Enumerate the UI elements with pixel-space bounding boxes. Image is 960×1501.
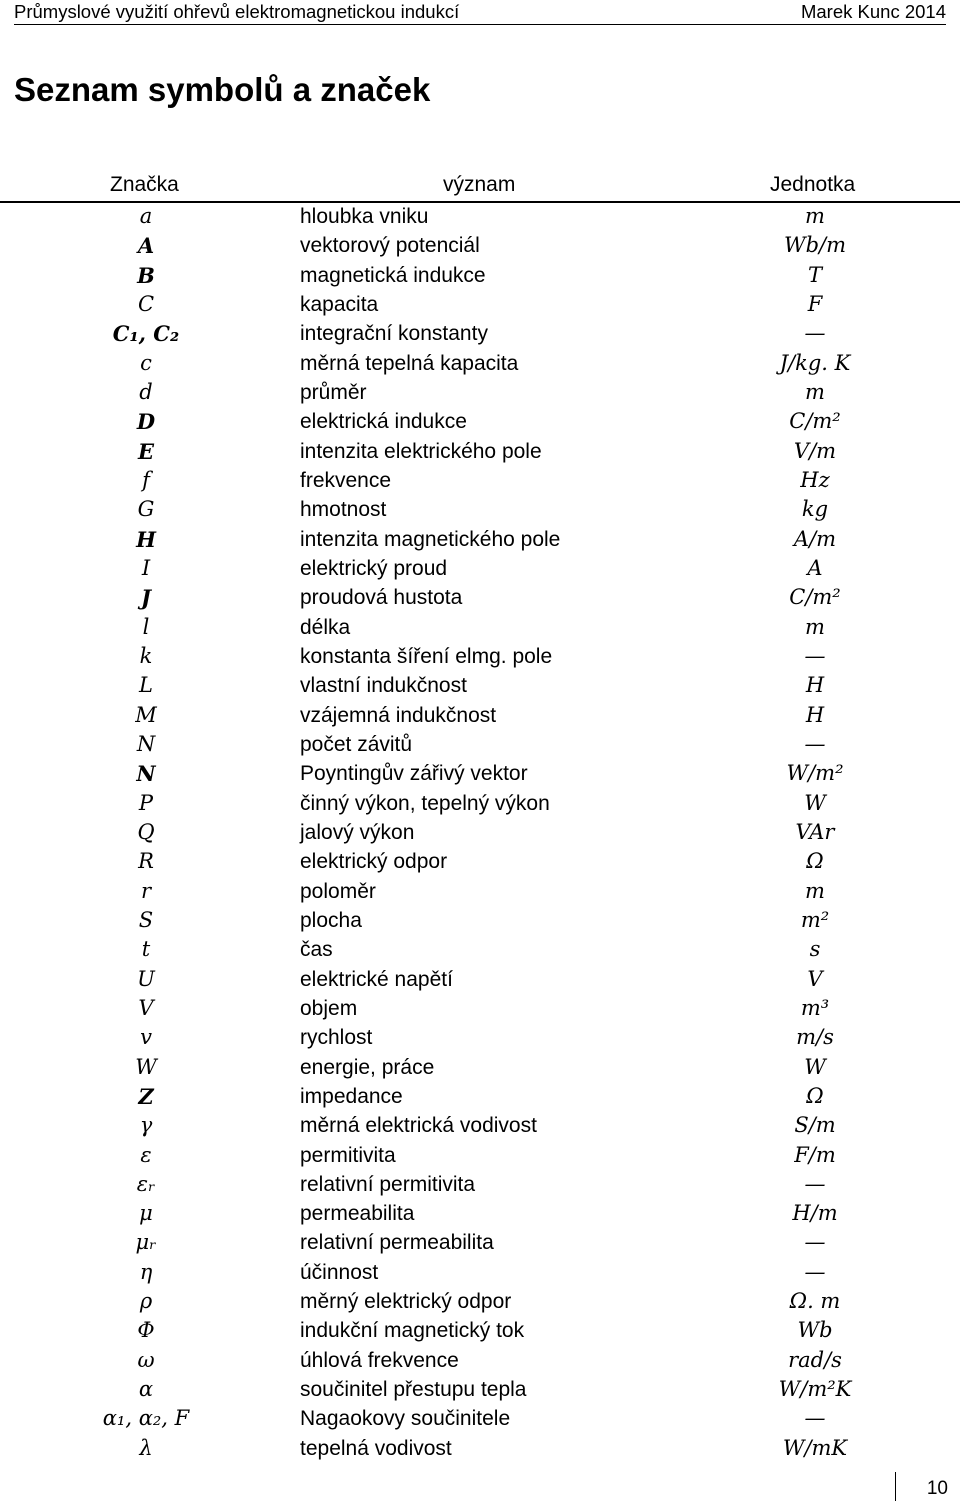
symbol-cell: ω xyxy=(137,1347,155,1372)
table-header xyxy=(0,170,960,203)
table-row xyxy=(0,319,960,348)
unit-cell: s xyxy=(809,937,821,962)
table-row xyxy=(0,965,960,994)
symbol-cell: r xyxy=(140,878,152,903)
symbol-cell: C₁, C₂ xyxy=(112,321,180,347)
symbol-cell: α₁, α₂, F xyxy=(102,1406,190,1431)
table-row xyxy=(0,349,960,378)
meaning-cell: integrační konstanty xyxy=(300,322,488,346)
meaning-cell: vlastní indukčnost xyxy=(300,674,467,698)
meaning-cell: elektrické napětí xyxy=(300,967,453,991)
unit-cell: C/m² xyxy=(789,409,841,434)
meaning-cell: úhlová frekvence xyxy=(300,1348,459,1372)
meaning-cell: kapacita xyxy=(300,292,379,316)
meaning-cell: permeabilita xyxy=(300,1202,415,1226)
table-row xyxy=(0,847,960,876)
symbol-cell: G xyxy=(137,497,155,522)
table-row xyxy=(0,1404,960,1433)
meaning-cell: Nagaokovy součinitele xyxy=(300,1407,511,1431)
symbol-cell: B xyxy=(137,262,155,288)
table-row xyxy=(0,1082,960,1111)
symbol-cell: C xyxy=(137,291,155,316)
table-row xyxy=(0,1346,960,1375)
unit-cell: W xyxy=(804,790,826,815)
symbol-cell: l xyxy=(142,614,150,639)
table-row xyxy=(0,554,960,583)
meaning-cell: relativní permitivita xyxy=(300,1172,476,1196)
meaning-cell: indukční magnetický tok xyxy=(300,1319,525,1343)
unit-cell: VAr xyxy=(795,819,835,844)
table-row xyxy=(0,1053,960,1082)
table-row xyxy=(0,1316,960,1345)
symbol-cell: c xyxy=(140,350,152,375)
symbol-cell: I xyxy=(141,555,151,580)
symbol-cell: H xyxy=(136,526,156,552)
page-header xyxy=(14,0,946,25)
symbol-cell: P xyxy=(138,790,154,815)
unit-cell: H/m xyxy=(792,1201,838,1226)
meaning-cell: průměr xyxy=(300,380,367,404)
symbol-cell: U xyxy=(137,966,155,991)
unit-cell: kg xyxy=(801,497,829,522)
table-row xyxy=(0,437,960,466)
symbol-cell: M xyxy=(135,702,157,727)
symbol-cell: t xyxy=(141,937,151,962)
meaning-cell: měrná tepelná kapacita xyxy=(300,351,519,375)
table-row xyxy=(0,583,960,612)
symbol-cell: η xyxy=(139,1259,153,1284)
meaning-cell: elektrická indukce xyxy=(300,410,467,434)
symbol-cell: k xyxy=(139,643,153,668)
unit-cell: W/m² xyxy=(786,761,844,786)
meaning-cell: relativní permeabilita xyxy=(300,1231,494,1255)
table-row xyxy=(0,1434,960,1463)
meaning-cell: činný výkon, tepelný výkon xyxy=(300,791,550,815)
symbol-cell: μᵣ xyxy=(135,1230,157,1255)
symbol-cell: V xyxy=(138,995,154,1020)
unit-cell: m/s xyxy=(796,1025,834,1050)
unit-cell: Ω. m xyxy=(789,1289,841,1314)
unit-cell: — xyxy=(804,1171,826,1196)
unit-cell: S/m xyxy=(794,1113,836,1138)
symbol-cell: W xyxy=(135,1054,157,1079)
unit-cell: J/kg. K xyxy=(779,350,851,375)
page-title: Seznam symbolů a značek xyxy=(14,71,431,108)
table-row xyxy=(0,466,960,495)
meaning-cell: frekvence xyxy=(300,468,392,492)
table-row xyxy=(0,730,960,759)
symbol-cell: εᵣ xyxy=(136,1171,156,1196)
meaning-cell: vektorový potenciál xyxy=(300,234,480,258)
header-author: Marek Kunc 2014 xyxy=(800,1,946,22)
header-title: Průmyslové využití ohřevů elektromagnetickou indukcí xyxy=(14,1,460,22)
meaning-cell: délka xyxy=(300,615,351,639)
symbol-cell: A xyxy=(137,233,155,259)
table-row xyxy=(0,701,960,730)
unit-cell: m xyxy=(805,379,825,404)
unit-cell: Hz xyxy=(800,467,830,492)
unit-cell: A xyxy=(807,555,823,580)
table-row xyxy=(0,1170,960,1199)
unit-cell: H xyxy=(805,673,825,698)
meaning-cell: rychlost xyxy=(300,1026,373,1050)
meaning-cell: konstanta šíření elmg. pole xyxy=(300,644,553,668)
meaning-cell: vzájemná indukčnost xyxy=(300,703,497,727)
table-row xyxy=(0,1199,960,1228)
table-row xyxy=(0,994,960,1023)
meaning-cell: počet závitů xyxy=(300,732,413,756)
meaning-cell: energie, práce xyxy=(300,1055,435,1079)
symbol-cell: E xyxy=(137,438,154,464)
table-row xyxy=(0,290,960,319)
symbol-cell: R xyxy=(138,849,154,874)
symbol-cell: v xyxy=(140,1025,152,1050)
meaning-cell: účinnost xyxy=(300,1260,379,1284)
unit-cell: H xyxy=(805,702,825,727)
table-row xyxy=(0,1111,960,1140)
symbol-cell: Z xyxy=(138,1083,154,1109)
meaning-cell: permitivita xyxy=(300,1143,396,1167)
meaning-cell: objem xyxy=(300,996,358,1020)
unit-cell: W/mK xyxy=(782,1435,848,1460)
unit-cell: — xyxy=(804,1259,826,1284)
meaning-cell: jalový výkon xyxy=(300,820,415,844)
table-row xyxy=(0,935,960,964)
meaning-cell: součinitel přestupu tepla xyxy=(300,1378,527,1402)
symbol-cell: γ xyxy=(139,1113,153,1138)
symbol-cell: J xyxy=(141,585,151,611)
unit-cell: V xyxy=(807,966,823,991)
unit-cell: W/m²K xyxy=(778,1377,852,1402)
symbol-cell: N xyxy=(136,761,156,787)
table-row xyxy=(0,759,960,788)
meaning-cell: proudová hustota xyxy=(300,586,463,610)
unit-cell: F xyxy=(807,291,823,316)
symbol-cell: α xyxy=(138,1377,154,1402)
meaning-cell: měrný elektrický odpor xyxy=(300,1290,512,1314)
page-number-divider xyxy=(895,1472,896,1501)
symbol-cell: ε xyxy=(140,1142,152,1167)
meaning-cell: impedance xyxy=(300,1084,403,1108)
unit-cell: — xyxy=(804,1406,826,1431)
table-row xyxy=(0,525,960,554)
table-row xyxy=(0,906,960,935)
table-row xyxy=(0,1023,960,1052)
symbol-cell: Φ xyxy=(137,1318,155,1343)
meaning-cell: tepelná vodivost xyxy=(300,1436,452,1460)
table-row xyxy=(0,261,960,290)
table-row xyxy=(0,1375,960,1404)
meaning-cell: hmotnost xyxy=(300,498,387,522)
column-header-symbol: Značka xyxy=(110,173,179,196)
unit-cell: V/m xyxy=(793,438,837,463)
unit-cell: — xyxy=(804,321,826,346)
symbol-cell: D xyxy=(136,409,156,435)
unit-cell: m³ xyxy=(800,995,830,1020)
unit-cell: — xyxy=(804,643,826,668)
symbol-cell: Q xyxy=(137,819,155,844)
symbol-cell: ρ xyxy=(139,1289,153,1314)
table-row xyxy=(0,818,960,847)
symbol-cell: N xyxy=(136,731,156,756)
table-row xyxy=(0,378,960,407)
meaning-cell: intenzita magnetického pole xyxy=(300,527,561,551)
table-row xyxy=(0,671,960,700)
unit-cell: Wb xyxy=(797,1318,833,1343)
column-header-unit: Jednotka xyxy=(770,173,856,196)
table-row xyxy=(0,877,960,906)
symbol-cell: a xyxy=(139,204,153,228)
table-row xyxy=(0,1287,960,1316)
unit-cell: rad/s xyxy=(788,1347,842,1372)
symbol-cell: S xyxy=(138,907,154,932)
meaning-cell: měrná elektrická vodivost xyxy=(300,1114,537,1138)
symbol-cell: L xyxy=(139,673,153,698)
unit-cell: m² xyxy=(800,907,830,932)
meaning-cell: čas xyxy=(300,938,333,962)
symbol-cell: f xyxy=(142,467,150,492)
meaning-cell: magnetická indukce xyxy=(300,263,486,287)
unit-cell: — xyxy=(804,1230,826,1255)
table-row xyxy=(0,642,960,671)
table-row xyxy=(0,495,960,524)
meaning-cell: hloubka vniku xyxy=(300,205,429,228)
meaning-cell: intenzita elektrického pole xyxy=(300,439,542,463)
unit-cell: m xyxy=(805,878,825,903)
page-number: 10 xyxy=(926,1478,948,1499)
table-row xyxy=(0,1141,960,1170)
table-row xyxy=(0,1228,960,1257)
symbol-cell: d xyxy=(139,379,153,404)
meaning-cell: elektrický proud xyxy=(300,556,448,580)
table-row xyxy=(0,407,960,436)
symbol-cell: λ xyxy=(139,1435,153,1460)
unit-cell: C/m² xyxy=(789,585,841,610)
table-row xyxy=(0,613,960,642)
unit-cell: T xyxy=(807,262,822,287)
unit-cell: — xyxy=(804,731,826,756)
unit-cell: F/m xyxy=(794,1142,836,1167)
meaning-cell: poloměr xyxy=(300,879,376,903)
unit-cell: A/m xyxy=(793,526,837,551)
unit-cell: Ω xyxy=(806,1083,824,1108)
meaning-cell: plocha xyxy=(300,908,362,932)
unit-cell: Wb/m xyxy=(783,233,846,258)
symbol-table-body xyxy=(0,202,960,1463)
table-row xyxy=(0,202,960,231)
unit-cell: W xyxy=(804,1054,826,1079)
unit-cell: Ω xyxy=(806,849,824,874)
unit-cell: m xyxy=(805,204,825,228)
column-header-meaning: význam xyxy=(443,173,516,196)
meaning-cell: elektrický odpor xyxy=(300,850,448,874)
table-row xyxy=(0,1258,960,1287)
unit-cell: m xyxy=(805,614,825,639)
meaning-cell: Poyntingův zářivý vektor xyxy=(300,762,528,786)
table-row xyxy=(0,789,960,818)
symbol-cell: μ xyxy=(139,1201,153,1226)
table-row xyxy=(0,231,960,260)
